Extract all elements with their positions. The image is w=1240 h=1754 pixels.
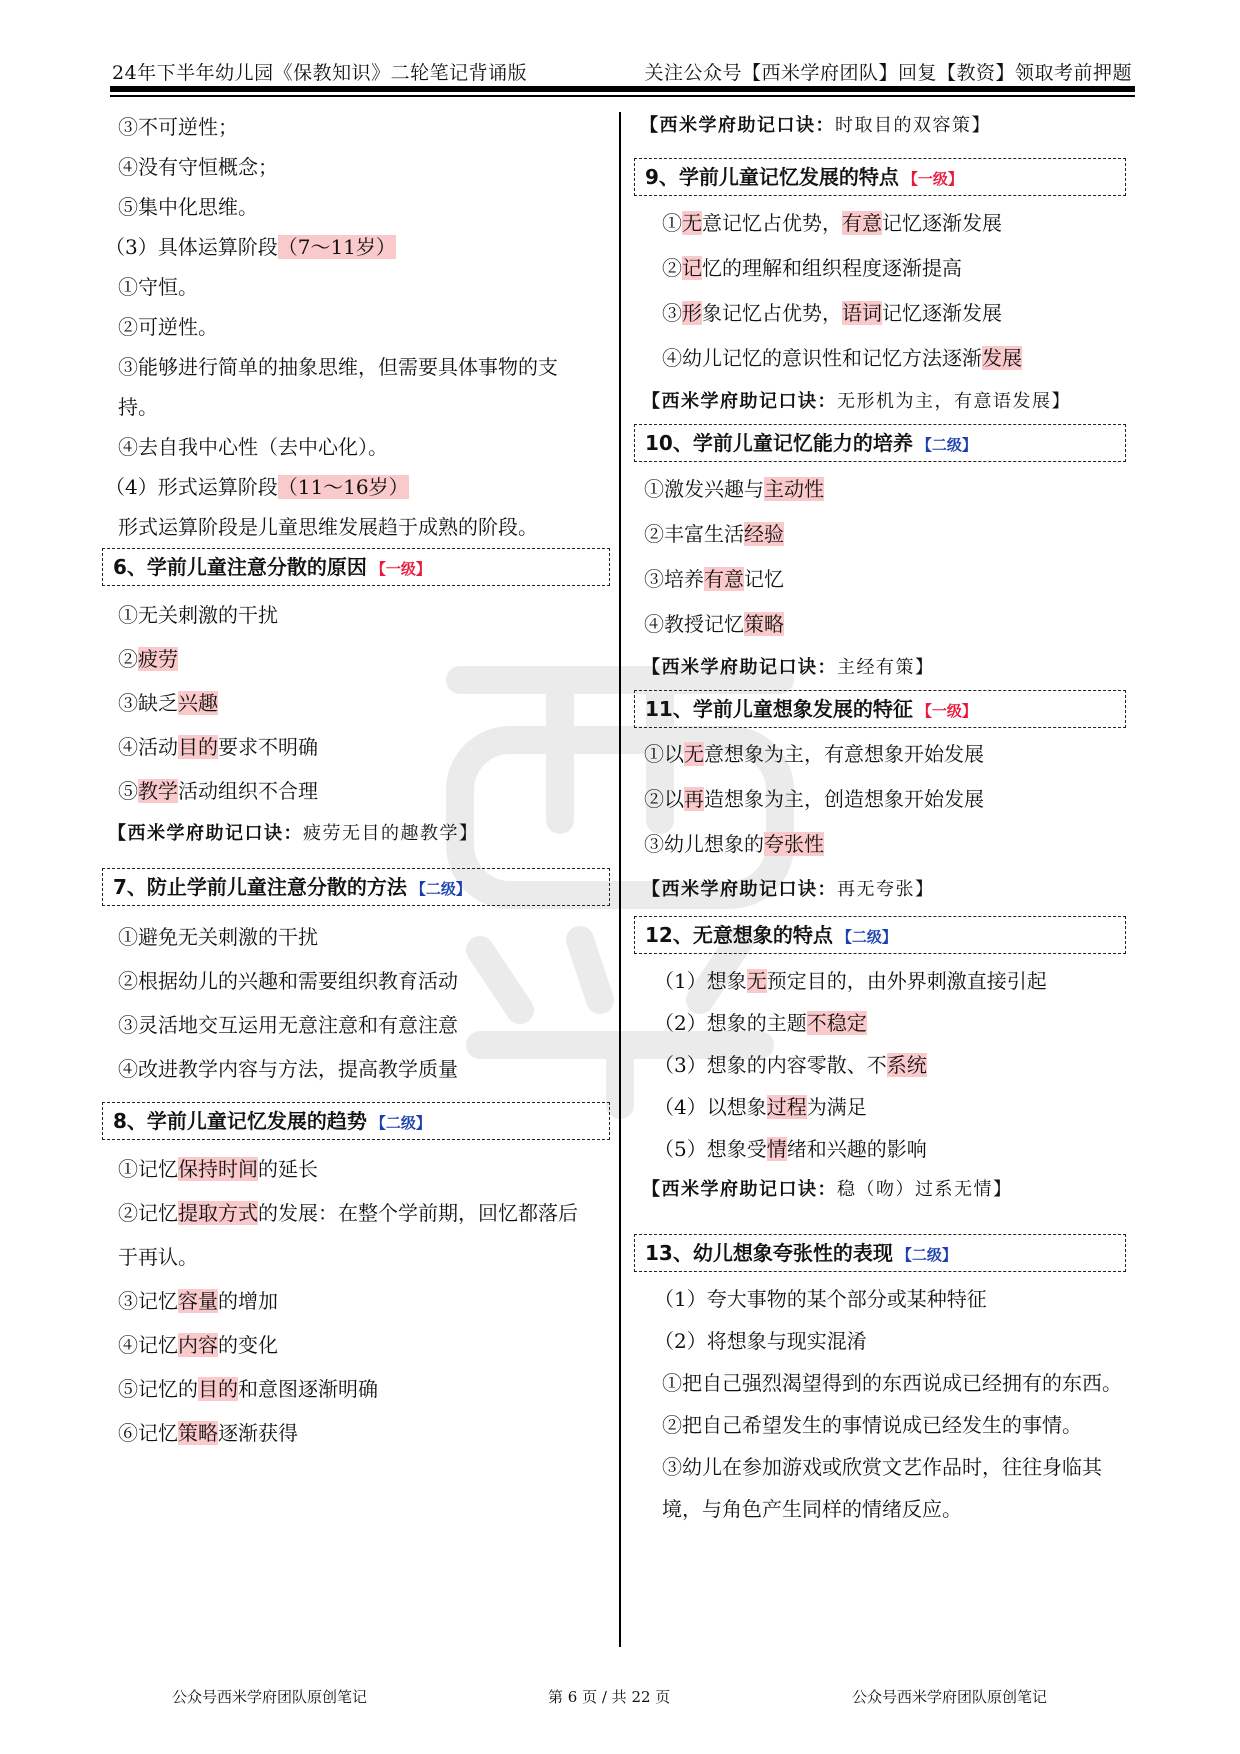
highlight: 记	[682, 256, 702, 280]
highlight: 不稳定	[806, 1011, 867, 1035]
list-item: ⑤集中化思维。	[118, 195, 258, 219]
highlight: 形	[682, 301, 702, 325]
section-heading-12: 12、无意想象的特点 【二级】	[634, 916, 1126, 954]
list-item: ③培养有意记忆	[644, 567, 784, 591]
footer-left-note: 公众号西米学府团队原创笔记	[172, 1688, 368, 1706]
highlight: 提取方式	[178, 1201, 258, 1225]
highlight: 再	[684, 787, 704, 811]
mnemonic: 【西米学府助记口诀：疲劳无目的趣教学】	[108, 823, 479, 844]
mnemonic: 【西米学府助记口诀：主经有策】	[642, 657, 935, 678]
list-item: ④记忆内容的变化	[118, 1333, 278, 1357]
list-item: ①无意记忆占优势，有意记忆逐渐发展	[662, 211, 1002, 235]
level-badge: 【二级】	[836, 928, 897, 946]
list-item: ③缺乏兴趣	[118, 691, 218, 715]
list-item: ②记忆的理解和组织程度逐渐提高	[662, 256, 962, 280]
level-badge: 【二级】	[896, 1246, 957, 1264]
list-item: （1）想象无预定目的，由外界刺激直接引起	[654, 969, 1047, 993]
highlight: 策略	[744, 612, 784, 636]
section-heading-11: 11、学前儿童想象发展的特征 【一级】	[634, 690, 1126, 728]
list-item: ③幼儿在参加游戏或欣赏文艺作品时，往往身临其	[662, 1455, 1102, 1479]
list-item: ②可逆性。	[118, 315, 218, 339]
list-item: ③能够进行简单的抽象思维，但需要具体事物的支	[118, 355, 558, 379]
highlight: 无	[682, 211, 702, 235]
list-item: ②疲劳	[118, 647, 178, 671]
highlight: 兴趣	[178, 691, 218, 715]
page-number: 第 6 页 / 共 22 页	[548, 1688, 671, 1706]
list-item: ④改进教学内容与方法，提高教学质量	[118, 1057, 458, 1081]
level-badge: 【一级】	[370, 560, 431, 578]
header-rule-thick	[110, 86, 1135, 92]
highlight: 内容	[178, 1333, 218, 1357]
list-item: （4）以想象过程为满足	[654, 1095, 867, 1119]
list-item: ②根据幼儿的兴趣和需要组织教育活动	[118, 969, 458, 993]
list-item: ①避免无关刺激的干扰	[118, 925, 318, 949]
list-item: （1）夸大事物的某个部分或某种特征	[654, 1287, 987, 1311]
highlight: 发展	[982, 346, 1022, 370]
highlight: 容量	[178, 1289, 218, 1313]
list-item: ①无关刺激的干扰	[118, 603, 278, 627]
list-item: ④活动目的要求不明确	[118, 735, 318, 759]
highlight: （7～11岁）	[277, 235, 396, 259]
highlight: 有意	[842, 211, 882, 235]
mnemonic: 【西米学府助记口诀：无形机为主，有意语发展】	[642, 391, 1071, 412]
list-item: ①记忆保持时间的延长	[118, 1157, 318, 1181]
section-heading-8: 8、学前儿童记忆发展的趋势 【二级】	[102, 1102, 610, 1140]
highlight: 疲劳	[138, 647, 178, 671]
list-item: ②记忆提取方式的发展：在整个学前期，回忆都落后	[118, 1201, 578, 1225]
section-heading-6: 6、学前儿童注意分散的原因 【一级】	[102, 548, 610, 586]
highlight: 目的	[198, 1377, 238, 1401]
level-badge: 【一级】	[916, 702, 977, 720]
highlight: 情	[766, 1137, 787, 1161]
level-badge: 【二级】	[370, 1114, 431, 1132]
list-item: ②把自己希望发生的事情说成已经发生的事情。	[662, 1413, 1082, 1437]
highlight: 过程	[766, 1095, 807, 1119]
list-item-continuation: 于再认。	[118, 1245, 198, 1269]
highlight: 无	[746, 969, 767, 993]
column-divider	[619, 112, 621, 1647]
footer-right-note: 公众号西米学府团队原创笔记	[852, 1688, 1048, 1706]
list-item: ④幼儿记忆的意识性和记忆方法逐渐发展	[662, 346, 1022, 370]
stage-heading: （4）形式运算阶段（11～16岁）	[105, 475, 409, 499]
highlight: 策略	[178, 1421, 218, 1445]
list-item: ①以无意想象为主，有意想象开始发展	[644, 742, 984, 766]
list-item: ③不可逆性；	[118, 115, 238, 139]
highlight: 夸张性	[764, 832, 824, 856]
highlight: 有意	[704, 567, 744, 591]
highlight: 经验	[744, 522, 784, 546]
level-badge: 【二级】	[916, 436, 977, 454]
list-item-continuation: 持。	[118, 395, 158, 419]
list-item: （2）想象的主题不稳定	[654, 1011, 867, 1035]
list-item: ①把自己强烈渴望得到的东西说成已经拥有的东西。	[662, 1371, 1122, 1395]
header-rule-thin	[110, 95, 1135, 97]
list-item: ⑤记忆的目的和意图逐渐明确	[118, 1377, 378, 1401]
highlight: 主动性	[764, 477, 824, 501]
list-item: （3）想象的内容零散、不系统	[654, 1053, 927, 1077]
stage-heading: （3）具体运算阶段（7～11岁）	[105, 235, 396, 259]
highlight: （11～16岁）	[277, 475, 409, 499]
highlight: 无	[684, 742, 704, 766]
list-item: ③灵活地交互运用无意注意和有意注意	[118, 1013, 458, 1037]
list-item: ①守恒。	[118, 275, 198, 299]
list-item: ④教授记忆策略	[644, 612, 784, 636]
section-heading-7: 7、防止学前儿童注意分散的方法 【二级】	[102, 868, 610, 906]
list-item: （2）将想象与现实混淆	[654, 1329, 867, 1353]
list-item: ③幼儿想象的夸张性	[644, 832, 824, 856]
mnemonic: 【西米学府助记口诀：再无夸张】	[642, 879, 935, 900]
paragraph: 形式运算阶段是儿童思维发展趋于成熟的阶段。	[118, 515, 538, 539]
highlight: 教学	[138, 779, 178, 803]
list-item: ②以再造想象为主，创造想象开始发展	[644, 787, 984, 811]
list-item: ④没有守恒概念；	[118, 155, 278, 179]
level-badge: 【二级】	[410, 880, 471, 898]
highlight: 目的	[178, 735, 218, 759]
highlight: 保持时间	[178, 1157, 258, 1181]
mnemonic: 【西米学府助记口诀：时取目的双容策】	[640, 115, 991, 136]
document-header-promo: 关注公众号【西米学府团队】回复【教资】领取考前押题	[644, 62, 1132, 84]
list-item-continuation: 境，与角色产生同样的情绪反应。	[662, 1497, 962, 1521]
highlight: 语词	[842, 301, 882, 325]
mnemonic: 【西米学府助记口诀：稳（吻）过系无情】	[642, 1179, 1013, 1200]
list-item: ③记忆容量的增加	[118, 1289, 278, 1313]
section-heading-9: 9、学前儿童记忆发展的特点 【一级】	[634, 158, 1126, 196]
section-heading-13: 13、幼儿想象夸张性的表现 【二级】	[634, 1234, 1126, 1272]
document-header-title: 24年下半年幼儿园《保教知识》二轮笔记背诵版	[112, 62, 528, 84]
list-item: ④去自我中心性（去中心化）。	[118, 435, 388, 459]
list-item: ⑤教学活动组织不合理	[118, 779, 318, 803]
list-item: （5）想象受情绪和兴趣的影响	[654, 1137, 927, 1161]
list-item: ①激发兴趣与主动性	[644, 477, 824, 501]
list-item: ⑥记忆策略逐渐获得	[118, 1421, 298, 1445]
list-item: ②丰富生活经验	[644, 522, 784, 546]
level-badge: 【一级】	[902, 170, 963, 188]
highlight: 系统	[886, 1053, 927, 1077]
section-heading-10: 10、学前儿童记忆能力的培养 【二级】	[634, 424, 1126, 462]
list-item: ③形象记忆占优势，语词记忆逐渐发展	[662, 301, 1002, 325]
